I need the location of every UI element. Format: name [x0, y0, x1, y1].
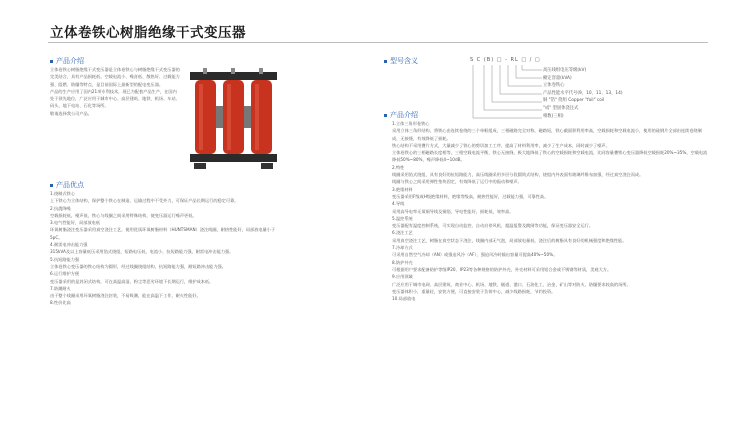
intro-2-line: 5.温控系统	[392, 215, 413, 221]
intro-paragraph: 产品的生产应用了国内21项专利技术，现已为配套产品生产，在国内处于领先地位，广泛应用于城市中心、高层建筑、地铁、机场、车站、码头、地下电站、石化等场所。	[50, 88, 180, 109]
section-heading-intro	[50, 56, 84, 66]
intro-2-line: 1.立体三角形卷铁心	[392, 121, 430, 126]
bullet-icon	[50, 60, 53, 63]
model-item: 产品性能水平代号(9、10、11、13、14)	[543, 90, 623, 96]
intro-2-line: 2.特性	[392, 164, 405, 170]
intro-2-line: 可采用自然空气冷却（AN）或强迫风冷（AF），强迫风冷时输出容量可提高40%~50%。	[392, 252, 558, 258]
feature-line: 7.防潮耐火	[50, 285, 71, 291]
section-heading-intro-2	[384, 110, 418, 120]
model-item: 高压线组电压等级(kV)	[543, 68, 587, 73]
feature-line: 1.绕制式铁心	[50, 191, 75, 196]
model-item: 立体卷铁心	[543, 83, 565, 89]
feature-line: 2.抗震降噪	[50, 205, 71, 211]
feature-line: 环氧树脂浇注变压器采用真空浇注工艺，使用优质环氧树脂材料（HUNTSMAN）浇注线圈，耐热性能好，局部放电量小于5pC。	[50, 227, 276, 240]
intro-2-line: 线圈与铁心之间采用弹性垫块固定，有效降低了运行中的振动和噪声。	[392, 179, 522, 185]
bullet-icon	[384, 60, 387, 63]
intro-text	[50, 66, 180, 176]
feature-line: 变压器采用的是封闭式结构，可在高温高湿、粉尘等恶劣环境下长期运行，维护成本低。	[50, 278, 214, 284]
intro-2-line: 9.应用领域	[392, 274, 413, 280]
intro-2-line: 铁心结构不采用叠片方式，大量减少了铁心的剪切加工工序，提高了材料利用率，减少了生产成本，同时减少了噪声。	[392, 142, 610, 148]
section-title: 产品介绍	[390, 111, 418, 119]
intro-2-text	[392, 120, 710, 412]
model-code-items	[543, 67, 623, 120]
model-item: "成" 型固体浇注式	[543, 105, 579, 111]
intro-2-line: 立体卷铁心的三相磁路长度相等，三相空载电流平衡，铁心无接缝，极大地降低了铁心的空载损耗和空载电流，比同容量叠铁心变压器降低空载损耗20%~35%，空载电流降低50%~80%，噪声降低4~10dB。	[392, 150, 708, 163]
feature-line: 立体卷铁心变压器的铁心结构为圆形，经过线圈绕组结构，抗短路能力强，耐短路冲击能力强。	[50, 263, 226, 269]
feature-line: 6.运行维护方便	[50, 271, 80, 277]
section-title: 产品优点	[56, 181, 84, 189]
section-heading-model	[384, 56, 418, 66]
transformer-photo	[186, 66, 281, 171]
intro-2-line: 可根据用户要求配备防护等级IP20、IP23等各种规格的防护外壳，外壳材料可采用铝合金或不锈钢等材质，美观大方。	[392, 266, 612, 272]
intro-2-line: 8.防护外壳	[392, 259, 413, 265]
intro-2-line: 变压器体积小，重量轻，安装方便，可直接安装于负荷中心，减少线路损耗，节约投资。	[392, 288, 556, 294]
intro-2-line: 变压器采用F级或H级绝缘材料，绝缘等级高，耐热性能好，过载能力强，可靠性高。	[392, 193, 549, 199]
features-text	[50, 190, 282, 412]
intro-2-line: 线圈采用箔式绕组，具有良好的抗短路能力，高压线圈采用多层分段圆筒式结构，绕组内外表面有玻璃纤维布加强，经过真空浇注而成。	[392, 172, 644, 178]
intro-2-line: 7.冷却方式	[392, 245, 413, 251]
feature-line: 空载损耗低，噪声低，铁心与线圈之间采用特殊结构，使变压器运行噪声更低。	[50, 212, 197, 218]
intro-2-line: 采用高导电率无氧铜导线及铜箔，导电性能好，损耗低，效率高。	[392, 208, 514, 214]
feature-line: 上下铁心为立体结构，保护整个铁心在制造、运输过程中不受外力，可保证产品长期运行的稳定可靠。	[50, 198, 239, 204]
section-title: 产品介绍	[56, 57, 84, 65]
intro-2-line: 3.绝缘材料	[392, 186, 413, 192]
bullet-icon	[384, 114, 387, 117]
intro-2-line: 4.导线	[392, 201, 405, 207]
intro-paragraph: 立体卷铁心树脂绝缘干式变压器是立体卷铁心与树脂绝缘干式变压器的完美结合，具有产品损耗低、空载电流小、噪音低、散热好、过载能力强、阻燃、防爆等特点，是目前国际上最新型的配电变压器。	[50, 67, 180, 87]
feature-line: 5.抗短路能力强	[50, 256, 80, 262]
title-divider	[48, 42, 708, 43]
model-code: S C (B) □ - RL □ / □	[470, 57, 541, 63]
feature-line: 8.性价比高	[50, 300, 71, 306]
intro-2-line: 采用真空浇注工艺，树脂在真空状态下浇注，线圈内部无气泡，局部放电量低，浇注后的树脂具有良好的机械强度和绝缘性能。	[392, 237, 627, 243]
bullet-icon	[50, 184, 53, 187]
model-item: 相数(三相)	[543, 113, 564, 119]
model-item: 铜 "箔" 绕组 Copper "foil" coil	[543, 98, 605, 104]
section-heading-features	[50, 180, 84, 190]
page-title: 立体卷铁心树脂绝缘干式变压器	[50, 25, 246, 41]
intro-2-line: 10.局部放电	[392, 296, 416, 302]
intro-2-line: 变压器配有温度控制系统，可实现自动监控、自动启停风机、超温报警及跳闸等功能，保证变压器安全运行。	[392, 223, 594, 229]
feature-line: 315kVA及以上容量低压采用箔式绕组，短路电压低，电流小，抗短路能力强，耐雷电冲击能力强。	[50, 249, 234, 255]
intro-2-line: 采用立体三角形结构，将铁心由连续卷绕的三个单框组成，三相磁路完全对称，磁路短，铁心截面积利用率高，空载损耗和空载电流小，使用的硅钢片全部由连续卷绕制成，无接缝，有效降低了损耗。	[392, 128, 702, 141]
feature-line: 3.电气性能好，局部放电低	[50, 220, 101, 226]
model-item: 额定容量(kVA)	[543, 75, 572, 81]
intro-2-line: 6.浇注工艺	[392, 230, 413, 236]
section-title: 型号含义	[390, 57, 418, 65]
intro-2-line: 广泛应用于城市电网、高层建筑、商业中心、机场、地铁、隧道、港口、石油化工、冶金、矿山等对防火、防爆要求较高的场所。	[392, 281, 631, 287]
feature-line: 4.耐雷电冲击能力强	[50, 242, 88, 248]
intro-paragraph: 敬请选择我公司产品。	[50, 110, 92, 116]
feature-line: 由于整个线圈采用环氧树脂浇注封装，不易吸潮，能在高温下工作，耐火性能好。	[50, 293, 201, 299]
